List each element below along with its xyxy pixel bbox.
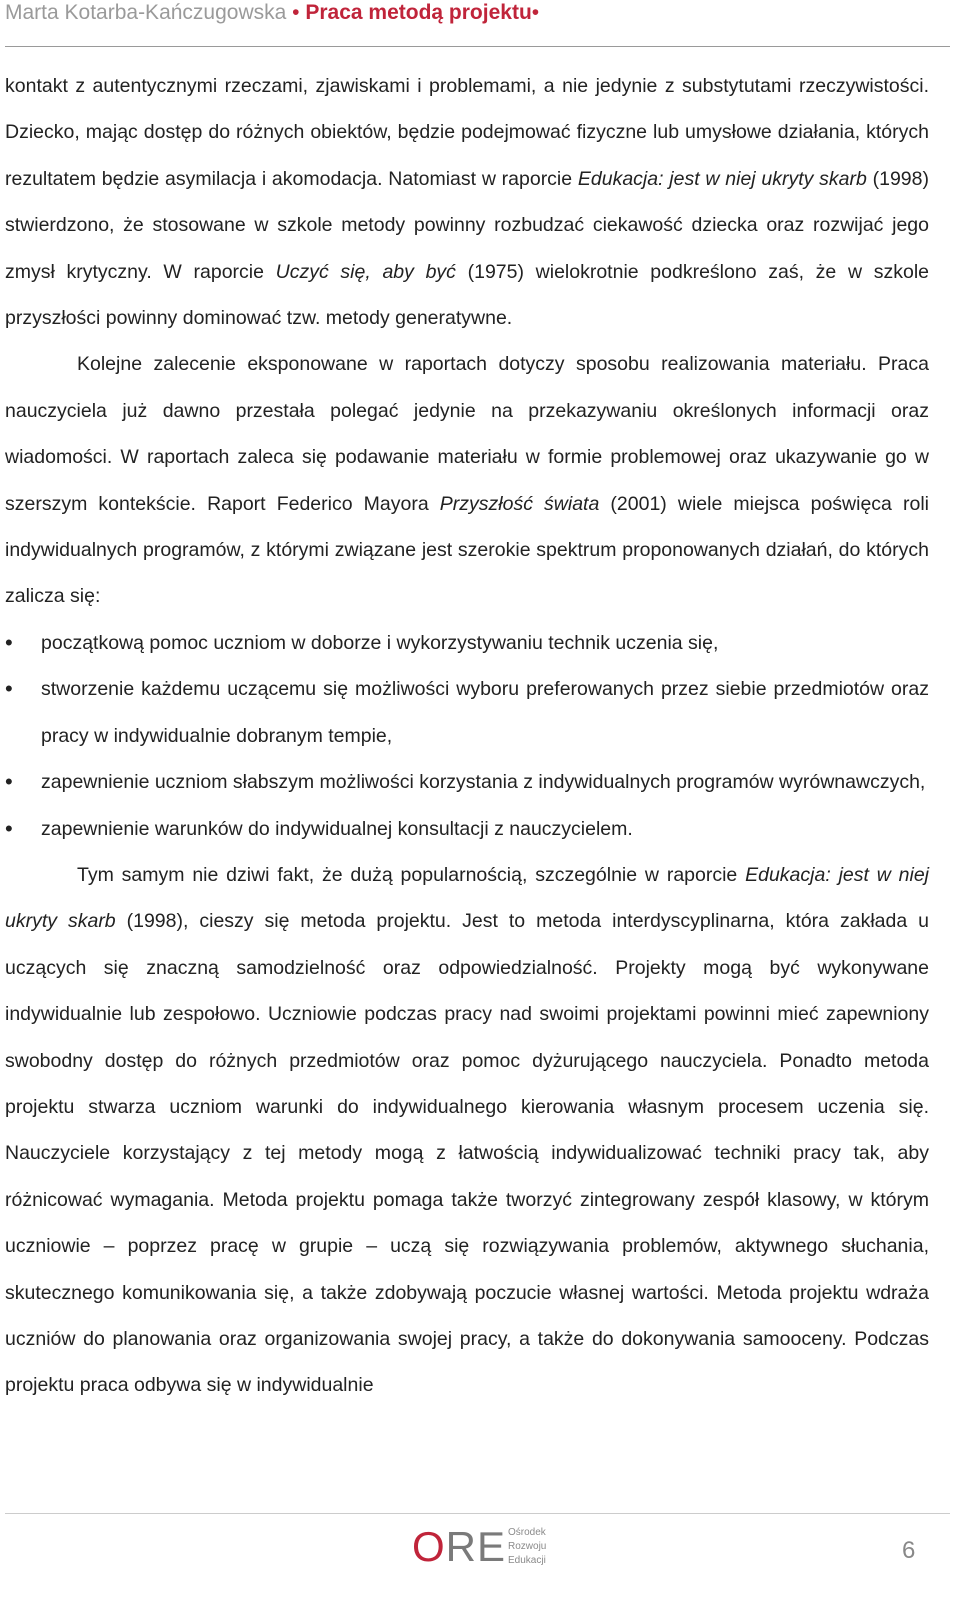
logo-wordmark xyxy=(412,1524,506,1570)
header-divider xyxy=(5,46,950,47)
header-author: Marta Kotarba-Kańczugowska xyxy=(5,1,287,24)
paragraph-3-italic-1: Edukacja: jest w niej ukryty skarb xyxy=(5,863,930,933)
paragraph-3 xyxy=(5,852,929,1409)
logo-line-3: Edukacji xyxy=(508,1555,546,1566)
paragraph-1-text-b: (1998) stwierdzono, że stosowane w szkole metody powinny rozbudzać ciekawość dziecka oraz rozwijać jego zmysł krytyczny. W raporcie xyxy=(5,167,929,283)
paragraph-1-text-c: (1975) wielokrotnie podkreślono zaś, że w szkole przyszłości powinny dominować tzw. metody generatywne. xyxy=(5,260,929,330)
header-trailing-dot: • xyxy=(531,1,540,24)
paragraph-1 xyxy=(5,63,929,341)
paragraph-3-text-b: (1998), cieszy się metoda projektu. Jest to metoda interdyscyplinarna, która zakłada u uczących się znaczną samodzielność oraz odpowiedzialność. Projekty mogą być wykonywane indywidualnie lub zespołowo. Uczniowie podczas pracy nad swoimi projektami powinni mieć zapewniony swobodny dostęp do różnych przedmiotów oraz pomoc dyżurującego nauczyciela. Ponadto metoda projektu stwarza uczniom warunki do indywidualnego kierowania własnym procesem uczenia się. Nauczyciele korzystający z tej metody mogą z łatwością indywidualizować techniki pracy tak, aby różnicować wymagania. Metoda projektu pomaga także tworzyć zintegrowany zespół klasowy, w którym uczniowie – poprzez pracę w grupie – uczą się rozwiązywania problemów, aktywnego słuchania, skutecznego komunikowania się, a także zdobywają poczucie własnej wartości. Metoda projektu wdraża uczniów do planowania oraz organizowania swojej pracy, a także do dokonywania samooceny. Podczas projektu praca odbywa się w indywidualnie xyxy=(5,910,929,1397)
paragraph-2-text-b: (2001) wiele miejsca poświęca roli indywidualnych programów, z którymi związane jest szerokie spektrum proponowanych działań, do których zalicza się: xyxy=(5,492,929,608)
paragraph-3-text-a: Tym samym nie dziwi fakt, że dużą popularnością, szczególnie w raporcie xyxy=(77,863,746,886)
bullet-item: • stworzenie każdemu uczącemu się możliwości wyboru preferowanych przez siebie przedmiotów oraz pracy w indywidualnie dobranym tempie, xyxy=(5,666,929,759)
logo-o-mark: O xyxy=(412,1523,446,1570)
paragraph-1-italic-2: Uczyć się, aby być xyxy=(275,260,456,283)
logo-line-2: Rozwoju xyxy=(508,1541,547,1552)
paragraph-1-italic-1: Edukacja: jest w niej ukryty skarb xyxy=(577,167,867,190)
document-body xyxy=(5,63,929,1409)
ore-logo xyxy=(412,1524,562,1574)
header-separator: • xyxy=(292,1,300,24)
paragraph-1-text-a: kontakt z autentycznymi rzeczami, zjawiskami i problemami, a nie jedynie z substytutami rzeczywistości. Dziecko, mając dostęp do różnych obiektów, będzie podejmować fizyczne lub umysłowe działania, których rezultatem będzie asymilacja i akomodacja. Natomiast w raporcie xyxy=(5,75,929,190)
bullet-item: • zapewnienie uczniom słabszym możliwości korzystania z indywidualnych programów wyrównawczych, xyxy=(5,759,929,805)
footer-divider xyxy=(5,1513,950,1514)
paragraph-2-text-a: Kolejne zalecenie eksponowane w raportach dotyczy sposobu realizowania materiału. Praca nauczyciela już dawno przestała polegać jedynie na przekazywaniu określonych informacji oraz wiadomości. W raportach zaleca się podawanie materiału w formie problemowej oraz ukazywanie go w szerszym kontekście. Raport Federico Mayora xyxy=(5,353,929,515)
header-title: Praca metodą projektu xyxy=(305,1,532,24)
page-number: 6 xyxy=(902,1537,916,1564)
bullet-item: • zapewnienie warunków do indywidualnej konsultacji z nauczycielem. xyxy=(5,806,929,852)
bullet-item: • początkową pomoc uczniom w doborze i wykorzystywaniu technik uczenia się, xyxy=(5,620,929,666)
running-header xyxy=(5,0,950,25)
logo-re: RE xyxy=(445,1523,507,1570)
logo-line-1: Ośrodek xyxy=(508,1527,546,1538)
paragraph-2 xyxy=(5,341,929,619)
bullet-list xyxy=(5,620,929,852)
paragraph-2-italic-1: Przyszłość świata xyxy=(439,492,600,515)
logo-subtitle xyxy=(508,1526,546,1568)
